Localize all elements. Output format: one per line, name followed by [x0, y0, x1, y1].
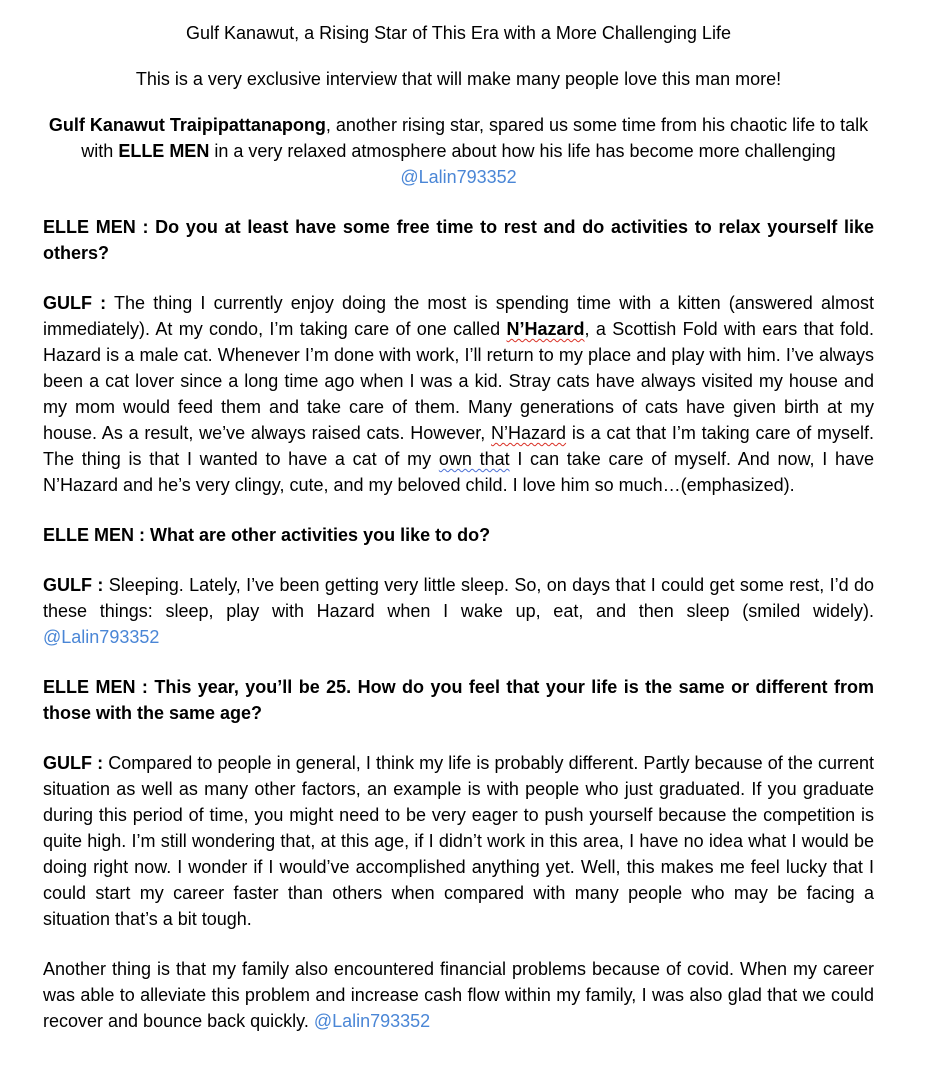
answer-3 [43, 750, 874, 932]
answer-1-text-3: is a cat that I’m taking care of myself. The thing is that I wanted to have a cat of my [43, 423, 874, 469]
answer-1-text-4: I can take care of myself. And now, I have N’Hazard and he’s very clingy, cute, and my beloved child. I love him so much…(emphasized). [43, 449, 874, 495]
document-subtitle: This is a very exclusive interview that will make many people love this man more! [135, 69, 782, 89]
answer-2 [43, 572, 874, 650]
grammar-flag: own that [438, 449, 510, 469]
answer-1-text-2: , a Scottish Fold with ears that fold. Hazard is a male cat. Whenever I’m done with work, I’ll return to my place and play with him. I’ve always been a cat lover since a long time ago when I was a kid. Stray cats have always visited my house and my mom would feed them and take care of them. Many generations of cats have given birth at my house. As a result, we’ve always raised cats. However, [43, 319, 874, 443]
speaker-label: GULF : [43, 753, 104, 773]
handle-link[interactable]: @Lalin793352 [43, 627, 160, 647]
handle-link[interactable]: @Lalin793352 [313, 1011, 431, 1031]
magazine-name: ELLE MEN [118, 141, 210, 161]
speaker-label: GULF : [43, 575, 104, 595]
cat-name: N’Hazard [506, 319, 585, 339]
intro-text-2: in a very relaxed atmosphere about how his life has become more challenging [209, 141, 836, 161]
intro-text-1: , another rising star, spared us some time from his chaotic life to talk with [81, 115, 869, 161]
speaker-label: GULF : [43, 293, 107, 313]
intro-paragraph [43, 112, 874, 190]
answer-1-text-1: The thing I currently enjoy doing the most is spending time with a kitten (answered almost immediately). At my condo, I’m taking care of one called [43, 293, 874, 339]
document-title: Gulf Kanawut, a Rising Star of This Era with a More Challenging Life [186, 23, 731, 43]
question-2: ELLE MEN : What are other activities you like to do? [43, 525, 491, 545]
answer-1 [43, 290, 874, 498]
answer-2-text: Sleeping. Lately, I’ve been getting very little sleep. So, on days that I could get some rest, I’d do these things: sleep, play with Hazard when I wake up, eat, and then sleep (smiled widely). [43, 575, 874, 621]
interviewee-name: Gulf Kanawut Traipipattanapong [48, 115, 326, 135]
answer-3-continued [43, 956, 874, 1034]
handle-link[interactable]: @Lalin793352 [400, 167, 517, 187]
cat-name-2: N’Hazard [491, 423, 567, 443]
answer-3b-text: Another thing is that my family also encountered financial problems because of covid. When my career was able to alleviate this problem and increase cash flow within my family, I was also glad that we could recover and bounce back quickly. [43, 959, 874, 1031]
question-1: ELLE MEN : Do you at least have some free time to rest and do activities to relax yourself like others? [43, 217, 874, 263]
answer-3-text: Compared to people in general, I think my life is probably different. Partly because of the current situation as well as many other factors, an example is with people who just graduated. If you graduate during this period of time, you might need to be very eager to push yourself because the competition is quite high. I’m still wondering that, at this age, if I didn’t work in this area, I have no idea what I would be doing right now. I wonder if I would’ve accomplished anything yet. Well, this makes me feel lucky that I could start my career faster than others when compared with many people who may be facing a situation that’s a bit tough. [43, 753, 874, 929]
question-3: ELLE MEN : This year, you’ll be 25. How do you feel that your life is the same or different from those with the same age? [43, 677, 874, 723]
